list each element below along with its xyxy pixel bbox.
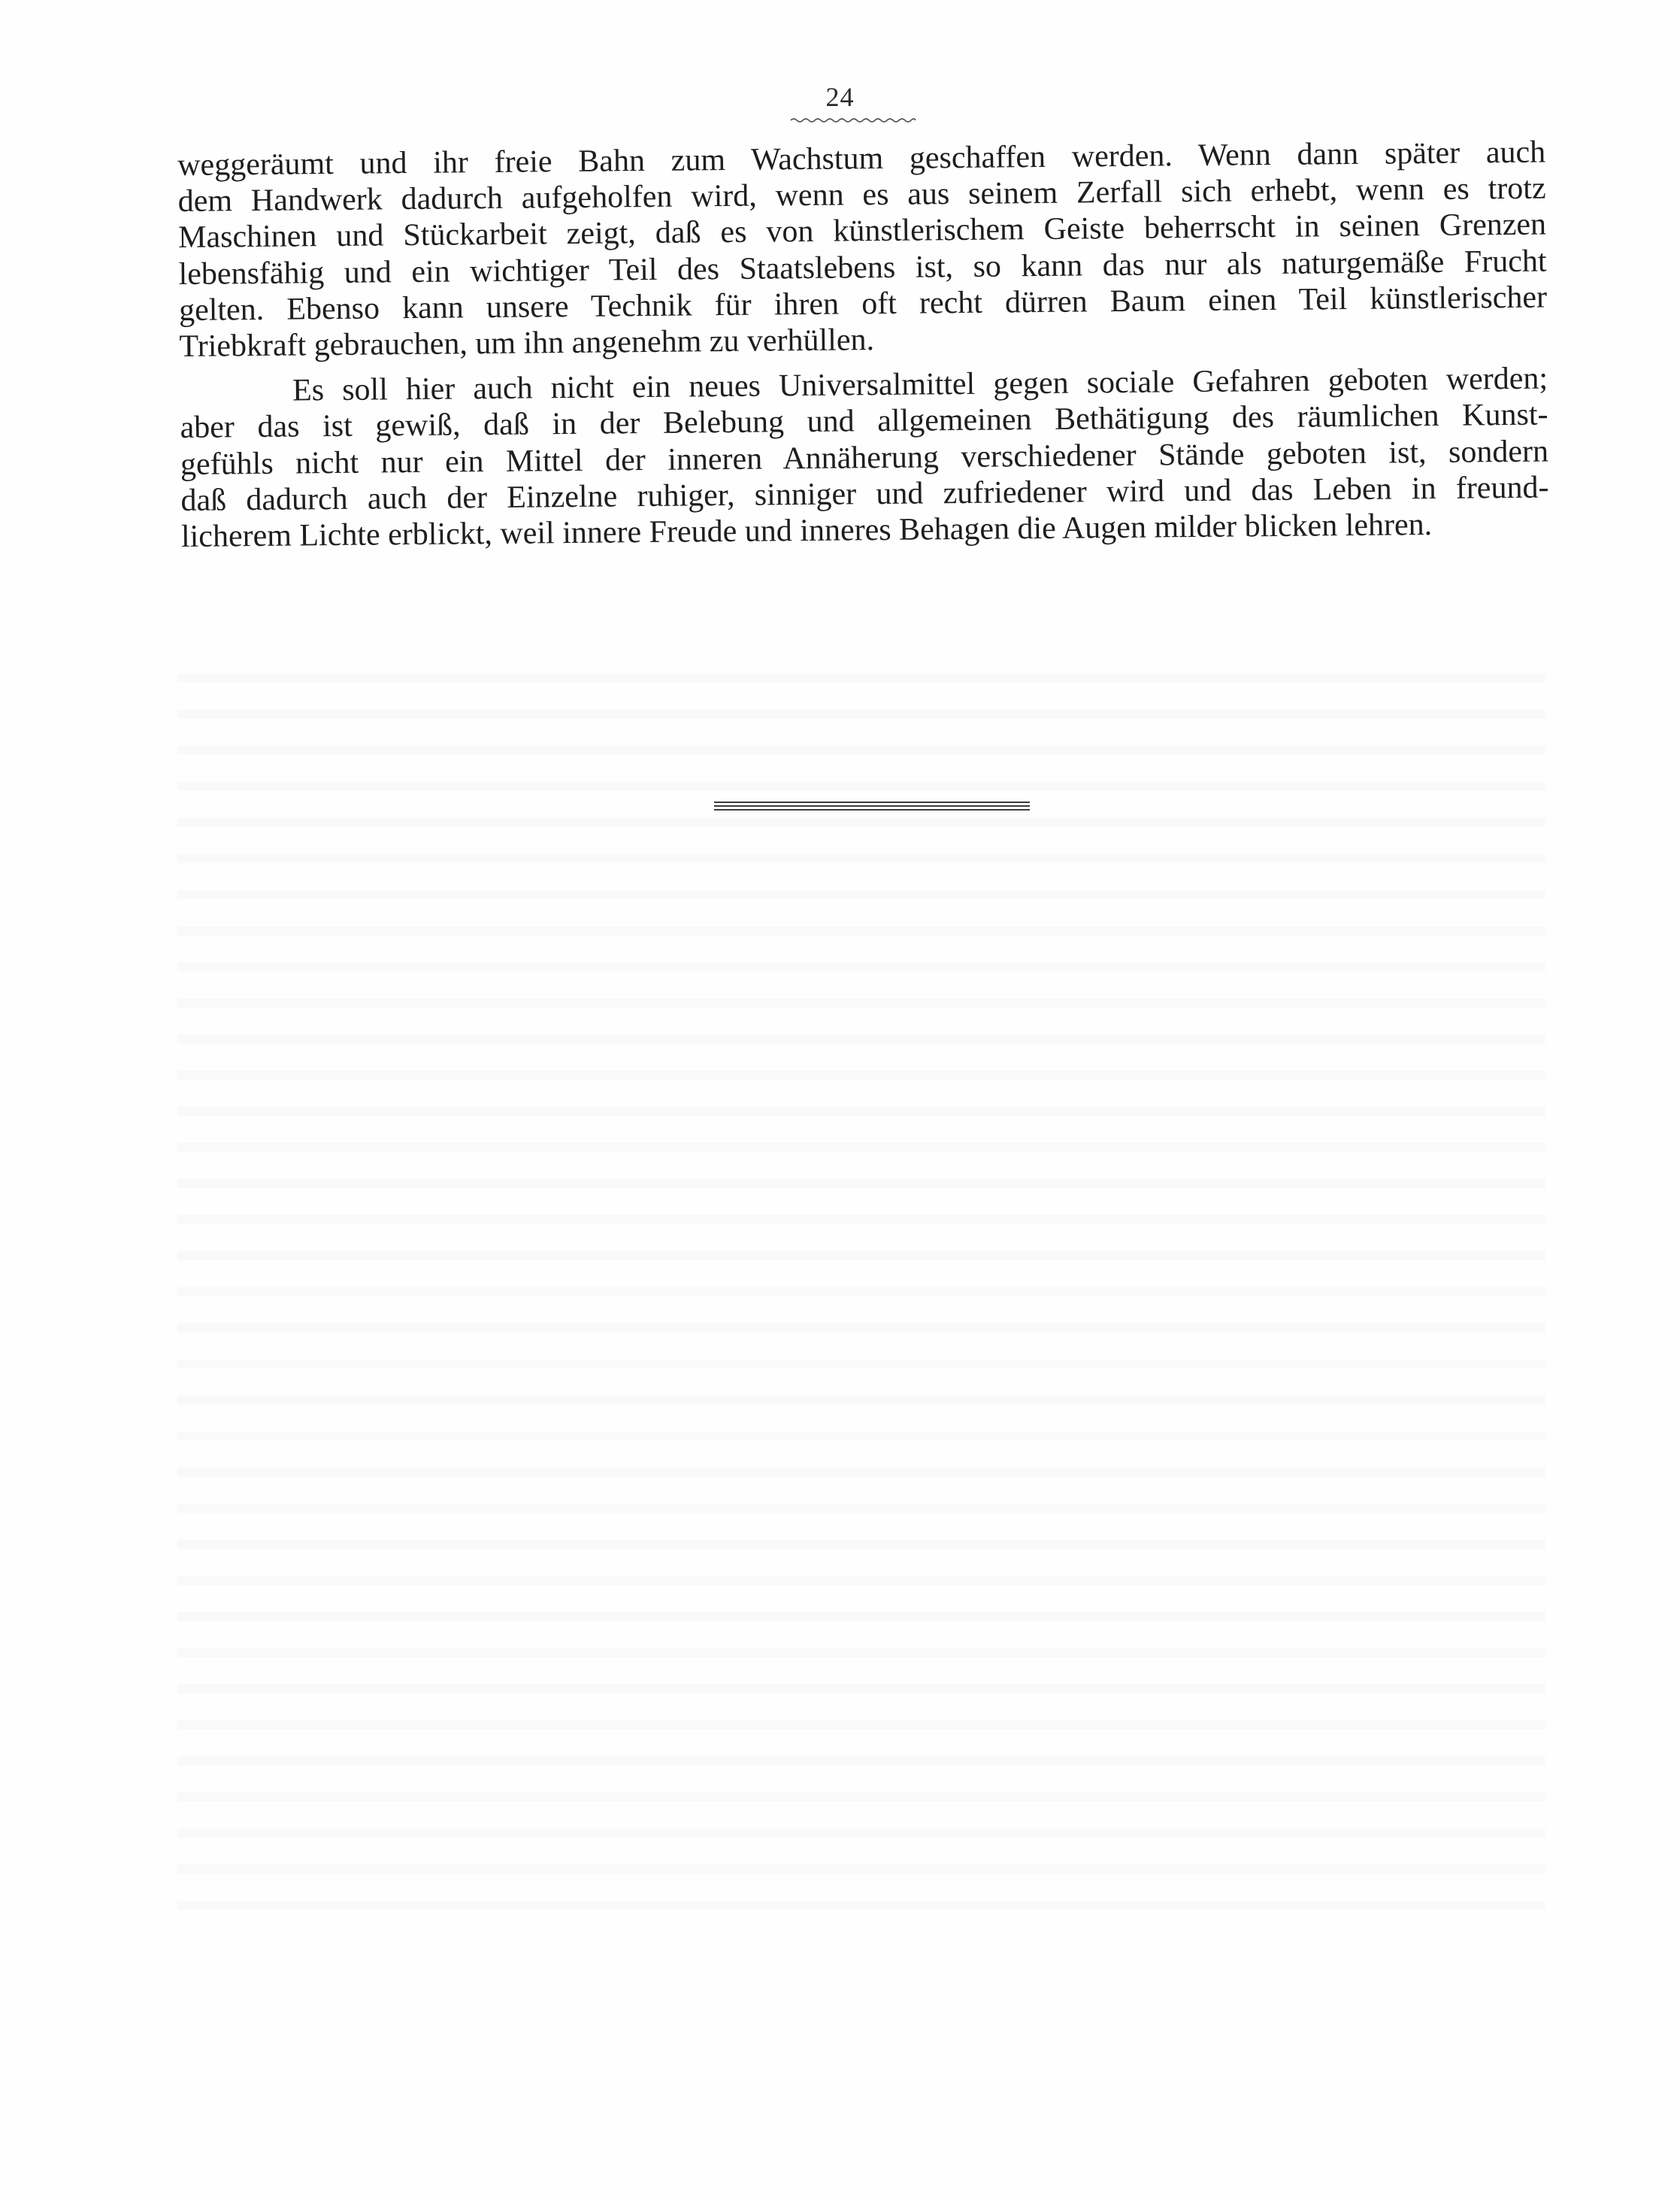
paragraph-1	[177, 135, 1548, 365]
page-number-ornament	[789, 116, 917, 125]
text-line: Es soll hier auch nicht ein neues Universalmittel gegen sociale Gefahren geboten werden;	[292, 361, 1548, 408]
text-line: licherem Lichte erblickt, weil innere Freude und inneres Behagen die Augen milder blicken lehren.	[180, 508, 1433, 555]
page-number: 24	[825, 82, 855, 112]
paragraph-2	[180, 361, 1549, 555]
text-line: lebensfähig und ein wichtiger Teil des Staatslebens ist, so kann das nur als naturgemäße Frucht	[178, 244, 1547, 292]
page-number-container	[0, 81, 1680, 113]
separator-rule	[714, 802, 1030, 803]
separator-rule	[714, 805, 1030, 807]
show-through-texture	[177, 647, 1545, 1925]
section-separator	[714, 802, 1030, 812]
text-line: weggeräumt und ihr freie Bahn zum Wachstum geschaffen werden. Wenn dann später auch	[177, 135, 1546, 183]
text-line: gefühls nicht nur ein Mittel der inneren Annäherung verschiedener Stände geboten ist, sondern	[180, 434, 1549, 482]
text-line: Triebkraft gebrauchen, um ihn angenehm zu verhüllen.	[179, 323, 875, 365]
body-text	[177, 135, 1549, 556]
separator-rule	[714, 809, 1030, 811]
text-line: daß dadurch auch der Einzelne ruhiger, sinniger und zufriedener wird und das Leben in freund-	[180, 470, 1549, 518]
text-line: gelten. Ebenso kann unsere Technik für ihren oft recht dürren Baum einen Teil künstlerischer	[178, 280, 1548, 328]
text-line: dem Handwerk dadurch aufgeholfen wird, wenn es aus seinem Zerfall sich erhebt, wenn es trotz	[177, 171, 1546, 220]
text-line: Maschinen und Stückarbeit zeigt, daß es von künstlerischem Geiste beherrscht in seinen Grenzen	[177, 207, 1547, 256]
text-line: aber das ist gewiß, daß in der Belebung und allgemeinen Bethätigung des räumlichen Kunst-	[180, 397, 1548, 446]
